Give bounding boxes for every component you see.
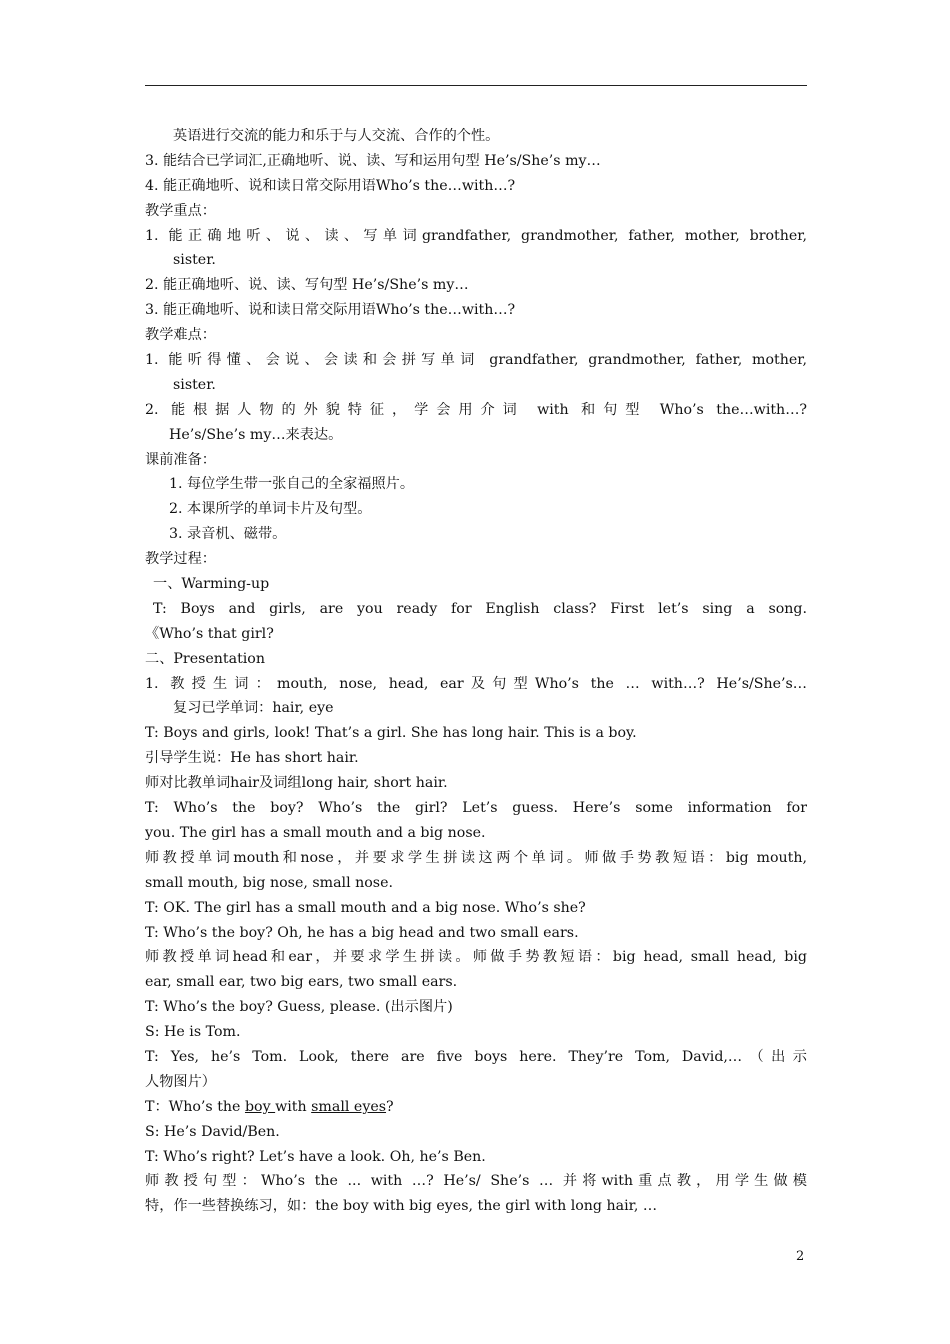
text-line: 1. 能听得懂、会说、会读和会拼写单词 grandfather, grandmother, father, mother, (145, 352, 807, 369)
list-item: 1. 每位学生带一张自己的全家福照片。 (169, 476, 415, 493)
text-line: T: Who’s the boy? Oh, he has a big head and two small ears. (145, 924, 579, 941)
text-line: 《Who’s that girl? (145, 625, 274, 642)
text-line: 复习已学单词：hair, eye (173, 700, 334, 717)
text-line: you. The girl has a small mouth and a big nose. (145, 824, 486, 841)
text-segment: T：Who’s the (145, 1098, 245, 1115)
text-line: T: Who’s the boy? Guess, please. (出示图片) (145, 999, 453, 1016)
text-line: S: He’s David/Ben. (145, 1123, 280, 1140)
section-heading-process: 教学过程： (145, 551, 216, 568)
subsection-heading: 二、Presentation (145, 650, 265, 667)
text-line: 4. 能正确地听、说和读日常交际用语Who’s the…with…? (145, 177, 516, 194)
text-line: 引导学生说：He has short hair. (145, 750, 359, 767)
text-line: sister. (173, 376, 216, 393)
text-segment: ? (386, 1098, 394, 1115)
text-line: 特，作一些替换练习，如：the boy with big eyes, the girl with long hair, … (145, 1198, 658, 1215)
header-rule (145, 85, 807, 86)
text-line: ear, small ear, two big ears, two small ears. (145, 974, 458, 991)
text-line: 1. 能正确地听、说、读、写单词grandfather, grandmother, father, mother, brother, (145, 227, 807, 244)
text-line: 2. 能正确地听、说、读、写句型 He’s/She’s my… (145, 277, 469, 294)
text-line: 3. 能结合已学词汇,正确地听、说、读、写和运用句型 He’s/She’s my… (145, 152, 601, 169)
text-line: 英语进行交流的能力和乐于与人交流、合作的个性。 (173, 128, 500, 144)
underlined-phrase: small eyes (311, 1098, 387, 1115)
text-line (145, 1095, 807, 1120)
text-line: T: Boys and girls, look! That’s a girl. She has long hair. This is a boy. (145, 725, 637, 742)
text-segment: with (275, 1098, 312, 1115)
text-line: T: Who’s right? Let’s have a look. Oh, he’s Ben. (145, 1148, 486, 1165)
section-heading-preparation: 课前准备： (145, 451, 216, 468)
text-line: 2. 能根据人物的外貌特征，学会用介词 with 和句型 Who’s the…with…? (145, 401, 807, 418)
text-line: small mouth, big nose, small nose. (145, 874, 393, 891)
text-line: T: Boys and girls, are you ready for English class? First let’s sing a song. (153, 600, 807, 617)
text-line: 师教授句型：Who’s the ... with …? He’s/ She’s … 并将with重点教，用学生做模 (145, 1173, 807, 1190)
subsection-heading: 一、Warming-up (153, 576, 270, 593)
section-heading-difficulties: 教学难点： (145, 327, 216, 344)
text-line: 师对比教单词hair及词组long hair, short hair. (145, 775, 448, 792)
text-line: He’s/She’s my…来表达。 (169, 426, 343, 443)
text-line: 师教授单词mouth和nose，并要求学生拼读这两个单词。师做手势教短语：big mouth, (145, 849, 807, 866)
text-line: 人物图片） (145, 1073, 216, 1090)
text-line: sister. (173, 252, 216, 269)
text-line: T: Yes, he’s Tom. Look, there are five boys here. They’re Tom, David,…（出示 (145, 1048, 807, 1065)
text-line: T: Who’s the boy? Who’s the girl? Let’s guess. Here’s some information for (145, 800, 807, 817)
section-heading-key-points: 教学重点： (145, 202, 216, 219)
text-line: 1. 教授生词：mouth, nose, head, ear及句型Who’s the … with…? He’s/She’s… (145, 675, 807, 692)
list-item: 2. 本课所学的单词卡片及句型。 (169, 501, 372, 518)
text-line: T: OK. The girl has a small mouth and a big nose. Who’s she? (145, 899, 586, 916)
text-line: 3. 能正确地听、说和读日常交际用语Who’s the…with…? (145, 302, 516, 319)
underlined-word: boy (244, 1098, 276, 1115)
page-number: 2 (796, 1249, 805, 1264)
document-body (145, 124, 807, 1219)
list-item: 3. 录音机、磁带。 (169, 526, 287, 543)
text-line: 师教授单词head和ear，并要求学生拼读。师做手势教短语：big head, small head, big (145, 949, 807, 966)
text-line: S: He is Tom. (145, 1024, 241, 1041)
